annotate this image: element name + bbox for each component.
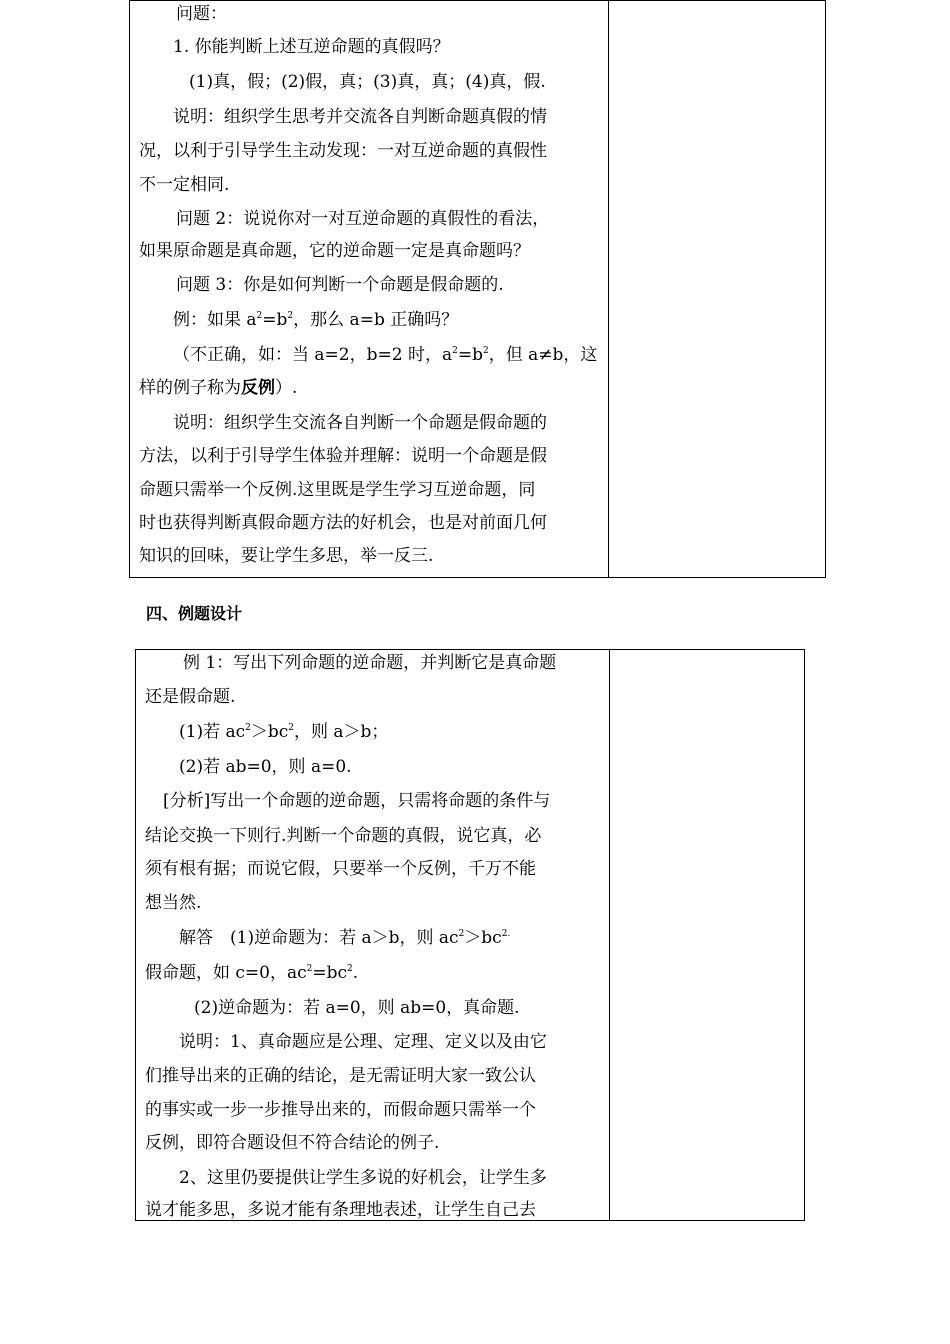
- counterexample-term: 反例: [241, 378, 275, 398]
- counterexample-line-2: 样的例子称为反例）.: [139, 378, 298, 398]
- note-line-2: 们推导出来的正确的结论，是无需证明大家一致公认: [145, 1066, 536, 1086]
- note-line-6: 说才能多思，多说才能有条理地表述，让学生自己去: [145, 1200, 536, 1220]
- question-1: 1. 你能判断上述互逆命题的真假吗？: [173, 37, 450, 57]
- explanation-2-line-4: 时也获得判断真假命题方法的好机会，也是对前面几何: [139, 513, 547, 533]
- solution-line-1: 解答 (1)逆命题为：若 a＞b，则 $ac^2>bc^{2.}$: [179, 928, 511, 948]
- explanation-2-line-2: 方法，以利于引导学生体验并理解：说明一个命题是假: [139, 446, 547, 466]
- section-heading: 四、例题设计: [146, 604, 243, 623]
- example-1-item-2: (2)若 ab=0，则 a=0.: [179, 757, 352, 777]
- note-line-1: 说明：1、真命题应是公理、定理、定义以及由它: [179, 1032, 547, 1052]
- analysis-line-4: 想当然.: [145, 893, 202, 913]
- explanation-1-line-1: 说明：组织学生思考并交流各自判断命题真假的情: [173, 107, 547, 127]
- table-column-divider: [608, 0, 609, 578]
- explanation-2-line-1: 说明：组织学生交流各自判断一个命题是假命题的: [173, 413, 547, 433]
- explanation-1-line-2: 况，以利于引导学生主动发现：一对互逆命题的真假性: [139, 141, 547, 161]
- question-2-line-1: 问题 2：说说你对一对互逆命题的真假性的看法，: [176, 209, 550, 229]
- example-1-line-1: 例 1：写出下列命题的逆命题，并判断它是真命题: [183, 653, 557, 673]
- note-line-4: 反例，即符合题设但不符合结论的例子.: [145, 1133, 440, 1153]
- question-2-line-2: 如果原命题是真命题，它的逆命题一定是真命题吗？: [139, 241, 530, 261]
- explanation-1-line-3: 不一定相同.: [139, 175, 230, 195]
- solution-line-2: 假命题，如 c=0，$ac^2=bc^2$.: [145, 963, 359, 983]
- explanation-2-line-5: 知识的回味，要让学生多思，举一反三.: [139, 546, 434, 566]
- note-line-5: 2、这里仍要提供让学生多说的好机会，让学生多: [179, 1168, 547, 1188]
- example-1-line-2: 还是假命题.: [145, 687, 236, 707]
- counterexample-line-1: （不正确，如：当 a=2，b=2 时，$a^2=b^2$，但 a≠b，这: [173, 345, 598, 365]
- solution-line-3: (2)逆命题为：若 a=0，则 ab=0，真命题.: [194, 998, 520, 1018]
- explanation-2-line-3: 命题只需举一个反例.这里既是学生学习互逆命题，同: [139, 480, 536, 500]
- question-1-answer: (1)真，假；(2)假，真；(3)真，真；(4)真，假.: [189, 72, 546, 92]
- analysis-line-3: 须有根有据；而说它假，只要举一个反例，千万不能: [145, 859, 536, 879]
- note-line-3: 的事实或一步一步推导出来的，而假命题只需举一个: [145, 1100, 536, 1120]
- question-3: 问题 3：你是如何判断一个命题是假命题的.: [176, 275, 504, 295]
- analysis-line-2: 结论交换一下则行.判断一个命题的真假，说它真，必: [145, 826, 542, 846]
- table-column-divider: [609, 649, 610, 1221]
- analysis-line-1: [分析]写出一个命题的逆命题，只需将命题的条件与: [163, 791, 551, 811]
- question-heading: 问题：: [176, 4, 227, 24]
- example-question: 例：如果 $a^2=b^2$，那么 a=b 正确吗？: [173, 310, 459, 330]
- example-1-item-1: (1)若 $ac^2>bc^2$，则 a＞b；: [179, 722, 389, 742]
